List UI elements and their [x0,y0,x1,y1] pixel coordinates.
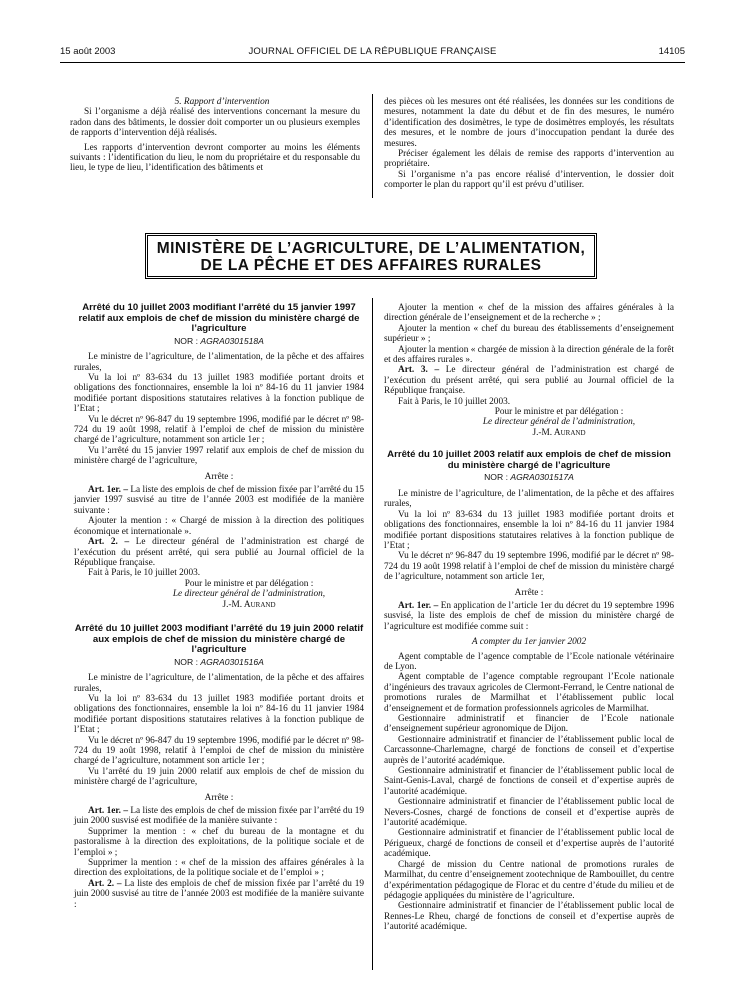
signature-name: J.-M. Aurand [532,427,586,438]
signature-title: Le directeur général de l’administration, [482,417,636,428]
header-journal-title: JOURNAL OFFICIEL DE LA RÉPUBLIQUE FRANÇAISE [248,46,497,57]
right-column [384,303,674,933]
emplois-list [384,652,674,933]
section-title: 5. Rapport d’intervention [174,97,270,107]
paragraph: Si l’organisme a déjà réalisé des interventions concernant la mesure du radon dans des bâtiments, le dossier doit comporter un ou plusieurs exemples de rapports d’intervention déjà réalisés. [70,107,360,139]
arrete-2-nor: NOR : AGRA0301516A [174,656,264,667]
header-rule [60,62,685,63]
paragraph: Les rapports d’intervention devront comporter au moins les éléments suivants : l’identification du lieu, le nom du propriétaire et du responsable du lieu, le type de lieu, l’identification des bâtiments et [70,142,360,174]
article-1: Art. 1er. – La liste des emplois de chef de mission fixée par l’arrêté du 15 janvier 1997 susvisé au titre de l’année 2003 est modifiée de la manière suivante : [74,485,364,516]
header-page-number: 14105 [658,46,685,57]
paragraph: Si l’organisme n’a pas encore réalisé d’intervention, le dossier doit comporter le plan du rapport qu’il est prévu d’utiliser. [384,169,674,191]
date-place: Fait à Paris, le 10 juillet 2003. [88,568,201,579]
header-date: 15 août 2003 [60,46,116,57]
paragraph: Vu la loi nº 83-634 du 13 juillet 1983 modifiée portant droits et obligations des fonctionnaires, ensemble la loi nº 84-16 du 11 janvier 1984 modifiée portant dispositions statutaires relatives à la fonction publique de l’Etat ; [74,373,364,415]
article-2: Art. 2. – La liste des emplois de chef de mission fixée par l’arrêté du 19 juin 2000 susvisé au titre de l’année 2003 est modifiée de la manière suivante : [74,878,364,910]
arrete-1-title: Arrêté du 10 juillet 2003 modifiant l’arrêté du 15 janvier 1997 relatif aux emplois de chef de mission du ministère chargé de l’agriculture [78,302,360,335]
paragraph: des pièces où les mesures ont été réalisées, les données sur les conditions de mesures, notamment la date du début et de fin des mesures, le numéro d’identification des dosimètres, le type de dosimètres employés, les résultats des mesures, et le nombre de jours d’inoccupation pendant la durée des mesures. [384,97,674,149]
paragraph: Ajouter la mention « chargée de mission à la direction générale de la forêt et des affaires rurales ». [384,344,674,366]
list-item: Gestionnaire administratif et financier de l’établissement public local de Saint-Genis-Laval, chargé de fonctions de conseil et d’expertise auprès de l’autorité académique. [384,766,674,797]
signature-name: J.-M. Aurand [222,599,276,610]
ministry-banner [145,233,597,279]
paragraph: Vu l’arrêté du 15 janvier 1997 relatif aux emplois de chef de mission du ministère chargé de l’agriculture, [74,445,364,467]
signature-title: Le directeur général de l’administration, [172,589,326,600]
list-item: Agent comptable de l’agence comptable regroupant l’Ecole nationale d’ingénieurs des travaux agricoles de Clermont-Ferrand, le Centre national de promotions rurales de Marmilhat et l’établissement public local d’enseignement et de formation professionnels agricoles de Marmilhat. [384,672,674,714]
list-item: Gestionnaire administratif et financier de l’établissement public local de Périgueux, chargé de fonctions de conseil et d’expertise auprès de l’autorité académique. [384,828,674,860]
article-2: Art. 2. – Le directeur général de l’administration est chargé de l’exécution du présent arrêté, qui sera publié au Journal officiel de la République française. [74,537,364,568]
date-place: Fait à Paris, le 10 juillet 2003. [398,396,511,407]
banner-line-1: MINISTÈRE DE L’AGRICULTURE, DE L’ALIMENTATION, [156,240,586,257]
left-column [74,303,364,910]
paragraph: Vu le décret nº 96-847 du 19 septembre 1996, modifié par le décret nº 98-724 du 19 août 1998, relatif à l’emploi de chef de mission du ministère chargé de l’agriculture, notamment son article 1er ; [74,414,364,446]
article-1: Art. 1er. – En application de l’article 1er du décret du 19 septembre 1996 susvisé, la liste des emplois de chef de mission du ministère chargé de l’agriculture est modifiée comme suit : [384,600,675,632]
paragraph: Préciser également les délais de remise des rapports d’intervention au propriétaire. [384,149,674,170]
arrete-label: Arrête : [204,471,234,482]
paragraph: Le ministre de l’agriculture, de l’alimentation, de la pêche et des affaires rurales, [74,352,364,373]
banner-line-2: DE LA PÊCHE ET DES AFFAIRES RURALES [200,257,542,274]
list-item: Gestionnaire administratif et financier de l’établissement public local de Rennes-Le Rheu, chargé de fonctions de conseil et d’expertise auprès de l’autorité académique. [384,901,674,933]
signature-line: Pour le ministre et par délégation : [184,578,314,589]
list-item: Gestionnaire administratif et financier de l’établissement public local de Carcassonne-Charlemagne, chargé de fonctions de conseil et d’expertise auprès de l’autorité académique. [384,734,674,766]
paragraph: Vu le décret nº 96-847 du 19 septembre 1996, modifié par le décret nº 98-724 du 19 août 1998 relatif à l’emploi de chef de mission du ministère chargé de l’agriculture, notamment son article 1er, [384,551,674,583]
top-right-column [384,97,674,191]
effective-date: A compter du 1er janvier 2002 [471,637,587,648]
column-divider-main [372,298,373,970]
paragraph: Vu le décret nº 96-847 du 19 septembre 1996, modifié par le décret nº 98-724 du 19 août 1998, relatif à l’emploi de chef de mission du ministère chargé de l’agriculture, notamment son article 1er ; [74,735,364,767]
paragraph: Ajouter la mention « chef du bureau des établissements d’enseignement supérieur » ; [384,323,674,345]
top-left-column [70,97,360,174]
arrete-1-nor: NOR : AGRA0301518A [174,335,264,346]
paragraph: Vu la loi nº 83-634 du 13 juillet 1983 modifiée portant droits et obligations des fonctionnaires, ensemble la loi nº 84-16 du 11 janvier 1984 modifiée portant dispositions statutaires relatives à la fonction publique de l’Etat ; [74,693,364,736]
column-divider-top [372,94,373,198]
list-item: Agent comptable de l’agence comptable de l’Ecole nationale vétérinaire de Lyon. [384,651,674,672]
page-header [60,46,685,60]
arrete-label: Arrête : [204,792,234,803]
paragraph: Supprimer la mention : « chef de la mission des affaires générales à la direction des exploitations, de la politique sociale et de l’emploi » ; [74,858,364,879]
signature-line: Pour le ministre et par délégation : [494,407,624,418]
article-1: Art. 1er. – La liste des emplois de chef de mission fixée par l’arrêté du 19 juin 2000 susvisé est modifiée de la manière suivante : [74,806,364,827]
list-item: Chargé de mission du Centre national de promotions rurales de Marmilhat, du centre d’enseignement zootechnique de Rambouillet, du centre d’expérimentation pédagogique de Florac et du centre d’étude du milieu et de pédagogie appliquées du ministère de l’agriculture. [384,859,674,901]
arrete-label: Arrête : [514,587,544,598]
arrete-2-title: Arrêté du 10 juillet 2003 modifiant l’arrêté du 19 juin 2000 relatif aux emplois de chef de mission du ministère chargé de l’agriculture [74,622,364,656]
article-3: Art. 3. – Le directeur général de l’administration est chargé de l’exécution du présent arrêté, qui sera publié au Journal officiel de la République française. [384,365,674,397]
arrete-3-title: Arrêté du 10 juillet 2003 relatif aux emplois de chef de mission du ministère chargé de l’agriculture [387,449,671,471]
paragraph: Supprimer la mention : « chef du bureau de la montagne et du pastoralisme à la direction des exploitations, de la politique sociale et de l’emploi » ; [74,826,364,858]
paragraph: Ajouter la mention : « Chargé de mission à la direction des politiques économique et internationale ». [74,516,364,537]
paragraph: Vu la loi nº 83-634 du 13 juillet 1983 modifiée portant droits et obligations des fonctionnaires, ensemble la loi nº 84-16 du 11 janvier 1984 modifiée portant dispositions statutaires relatives à la fonction publique de l’Etat ; [384,509,674,551]
list-item: Gestionnaire administratif et financier de l’établissement public local de Nevers-Cosnes, chargé de fonctions de conseil et d’expertise auprès de l’autorité académique. [384,797,674,829]
paragraph: Le ministre de l’agriculture, de l’alimentation, de la pêche et des affaires rurales, [74,673,364,694]
paragraph: Le ministre de l’agriculture, de l’alimentation, de la pêche et des affaires rurales, [384,488,674,510]
paragraph: Vu l’arrêté du 19 juin 2000 relatif aux emplois de chef de mission du ministère chargé de l’agriculture, [74,766,364,788]
arrete-3-nor: NOR : AGRA0301517A [484,472,574,483]
paragraph: Ajouter la mention « chef de la mission des affaires générales à la direction générale de l’enseignement et de la recherche » ; [384,303,674,324]
list-item: Gestionnaire administratif et financier de l’Ecole nationale d’enseignement supérieur agronomique de Dijon. [384,714,674,735]
